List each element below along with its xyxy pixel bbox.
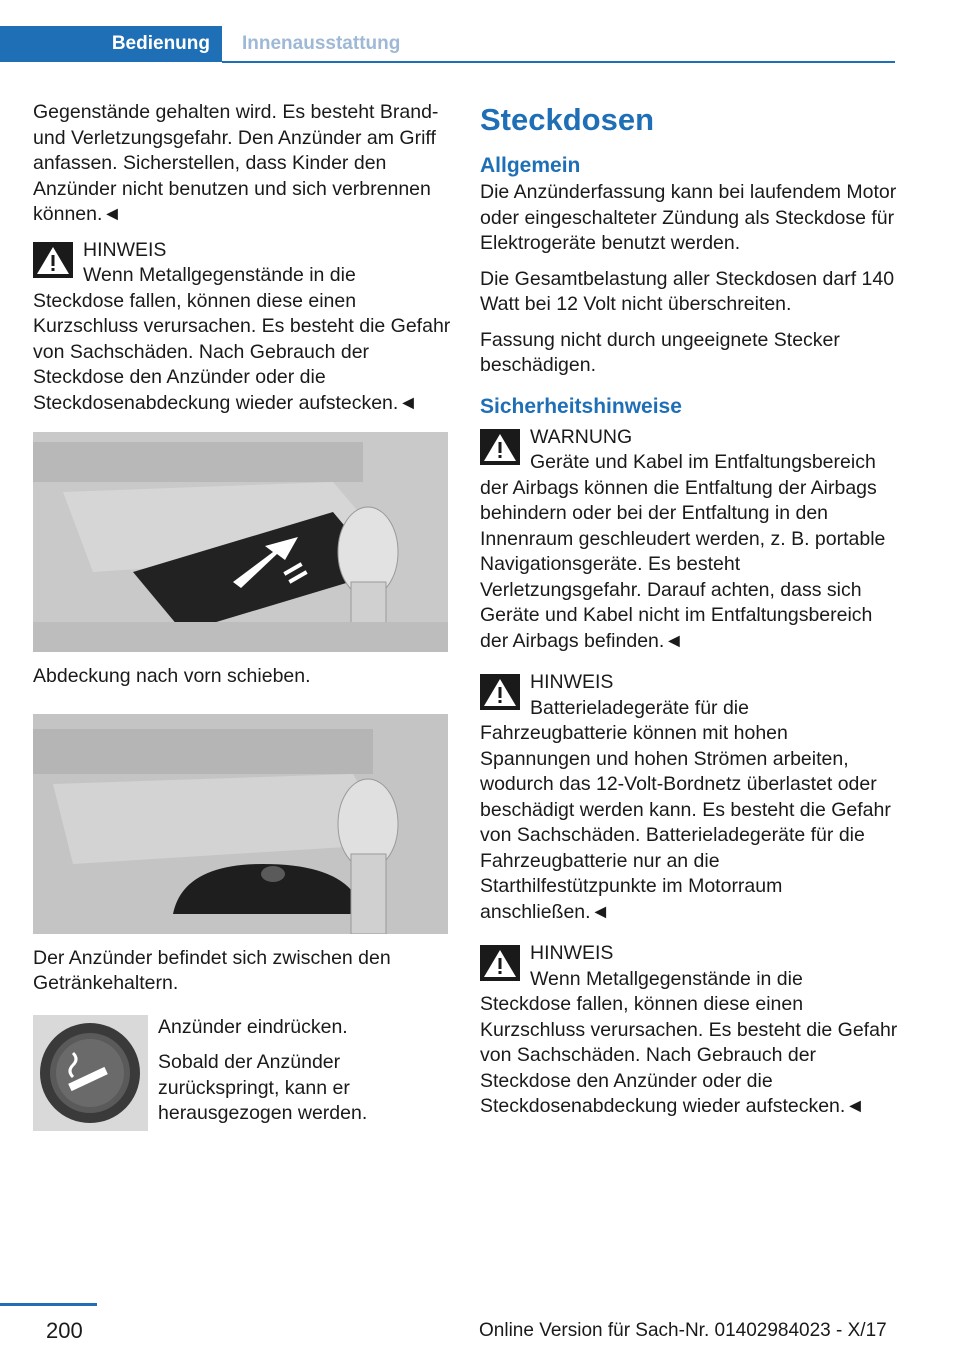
warning-block [480, 425, 898, 655]
tab-bedienung[interactable]: Bedienung [0, 26, 222, 62]
console-photo-cover [33, 432, 448, 652]
notice-title: HINWEIS [83, 238, 167, 261]
notice-title: HINWEIS [530, 671, 614, 693]
warning-triangle-icon [480, 945, 520, 981]
subheading-general: Allgemein [480, 154, 581, 177]
paragraph-continued: Gegenstände gehalten wird. Es besteht Brand- und Verletzungsgefahr. Den Anzünder am Griff anfassen. Sicherstellen, dass Kinder den Anzünder nicht benutzen und sich verbrennen können.◄ [33, 101, 439, 225]
header-rule [222, 61, 895, 63]
notice-block [33, 238, 451, 417]
notice-text: Wenn Metallgegenstände in die Steckdose fallen, können diese einen Kurzschluss verursachen. Es besteht die Gefahr von Sachschäden. Nach Gebrauch der Steckdose den Anzünder oder die Steckdosenabdeckung wieder aufstecken.◄ [33, 264, 451, 414]
lighter-instructions [158, 1015, 453, 1137]
lighter-image [33, 1015, 148, 1131]
notice-title: HINWEIS [530, 942, 614, 964]
warning-triangle-icon [480, 429, 520, 465]
subheading-safety: Sicherheitshinweise [480, 394, 682, 418]
online-version: Online Version für Sach-Nr. 01402984023 - X/17 [479, 1320, 887, 1341]
cupholder-illustration [33, 714, 448, 934]
page-number: 200 [46, 1318, 83, 1343]
general-para-2: Die Gesamtbelastung aller Steckdosen darf 140 Watt bei 12 Volt nicht überschreiten. [480, 267, 895, 315]
general-para-1: Die Anzünderfassung kann bei laufendem Motor oder eingeschalteter Zündung als Steckdose für Elektrogeräte benutzt werden. [480, 181, 897, 254]
caption-cupholder: Der Anzünder befindet sich zwischen den Getränkehaltern. [33, 946, 391, 994]
header-tabbar [0, 26, 895, 62]
notice-text: Wenn Metallgegenstände in die Steckdose fallen, können diese einen Kurzschluss verursachen. Es besteht die Gefahr von Sachschäden. Nach Gebrauch der Steckdose den Anzünder oder die Steckdosenabdeckung wieder aufstecken.◄ [480, 967, 898, 1117]
console-photo-cupholder [33, 714, 448, 934]
warning-triangle-icon [480, 674, 520, 710]
section-title: Steckdosen [480, 102, 655, 137]
cigarette-lighter-icon [33, 1015, 148, 1131]
notice-block-socket [480, 941, 898, 1120]
lighter-step-2: Sobald der Anzünder zurückspringt, kann er herausgezogen werden. [158, 1051, 368, 1124]
lighter-step-1: Anzünder eindrücken. [158, 1015, 348, 1038]
general-para-3: Fassung nicht durch ungeeignete Stecker beschädigen. [480, 328, 840, 376]
warning-text: Geräte und Kabel im Entfaltungsbereich der Airbags können die Entfaltung der Airbags behindern oder bei der Entfaltung in den Innenraum geschleudert werden, z. B. portable Navigationsgeräte. Es besteht Verletzungsgefahr. Darauf achten, dass sich Geräte und Kabel nicht im Entfaltungsbereich der Airbags befinden.◄ [480, 451, 886, 652]
tab-innenausstattung[interactable]: Innenausstattung [242, 33, 401, 54]
warning-title: WARNUNG [530, 425, 633, 448]
caption-cover: Abdeckung nach vorn schieben. [33, 665, 311, 687]
notice-text: Batterieladegeräte für die Fahrzeugbatterie können mit hohen Spannungen und hohen Strömen arbeiten, wodurch das 12-Volt-Bordnetz überlastet oder beschädigt werden kann. Es besteht die Gefahr von Sachschäden. Batterieladegeräte für die Fahrzeugbatterie nur an die Starthilfestützpunkte im Motorraum anschließen.◄ [480, 696, 891, 923]
notice-block-charger [480, 670, 898, 925]
footer-rule [0, 1303, 97, 1306]
right-column [480, 100, 898, 1136]
console-illustration [33, 432, 448, 652]
warning-triangle-icon [33, 242, 73, 278]
left-column [33, 100, 451, 1133]
lighter-block [33, 1015, 451, 1133]
